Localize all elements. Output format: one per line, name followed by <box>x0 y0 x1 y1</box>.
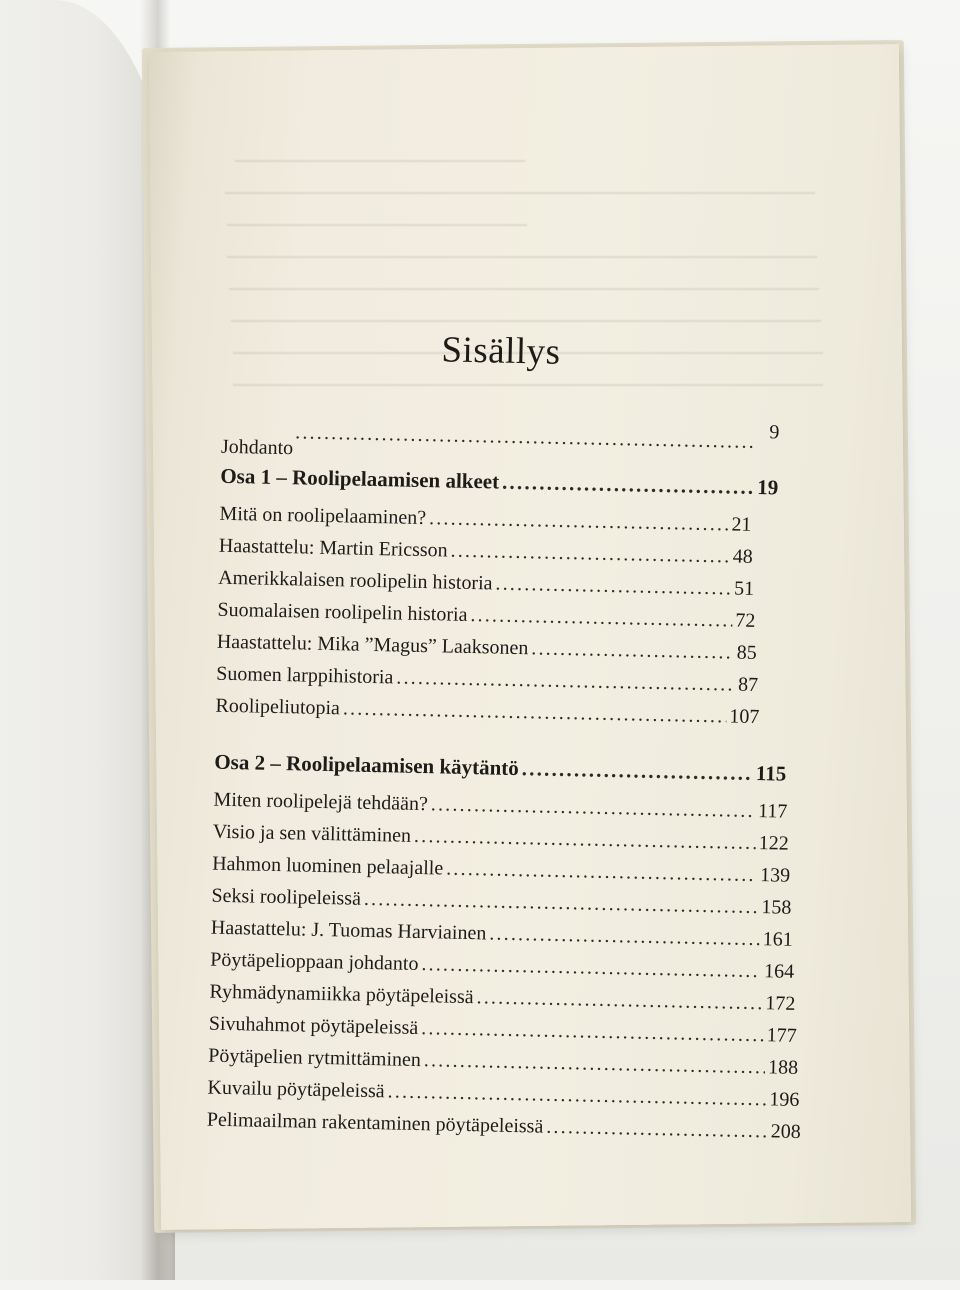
toc-page-number: 115 <box>755 761 787 786</box>
toc-row <box>209 1012 797 1048</box>
toc-entry-label: Kuvailu pöytäpeleissä <box>207 1076 385 1103</box>
toc-row-intro <box>221 412 780 474</box>
toc-entry-label: Haastattelu: J. Tuomas Harviainen <box>210 916 487 945</box>
toc-entry-label: Pöytäpelioppaan johdanto <box>209 948 419 975</box>
toc-page-number: 139 <box>759 864 791 887</box>
toc-row <box>212 852 790 888</box>
toc-row <box>211 884 791 920</box>
toc-page-number: 87 <box>737 673 759 697</box>
dot-leader <box>295 421 757 454</box>
dot-leader <box>489 921 760 951</box>
dot-leader <box>546 1115 768 1144</box>
toc-entry-label: Hahmon luominen pelaajalle <box>211 852 444 880</box>
toc-entry-label: Suomalaisen roolipelin historia <box>217 598 468 626</box>
dot-leader <box>421 1016 764 1047</box>
toc-row <box>217 630 757 665</box>
toc-page-number: 172 <box>765 992 796 1015</box>
toc-entry-label: Mitä on roolipelaaminen? <box>219 502 427 530</box>
toc-section-heading <box>214 750 786 786</box>
toc-row <box>208 1044 798 1080</box>
dot-leader <box>431 792 756 823</box>
toc-entry-label: Amerikkalaisen roolipelin historia <box>217 566 493 595</box>
toc-entry-label: Osa 1 – Roolipelaamisen alkeet <box>220 463 500 494</box>
toc-entry-label: Ryhmädynamiikka pöytäpeleissä <box>209 980 474 1009</box>
toc-page-number: 19 <box>756 474 779 500</box>
dot-leader <box>476 985 762 1015</box>
toc-entry-label: Osa 2 – Roolipelaamisen käytäntö <box>214 749 520 781</box>
toc-page-number: 188 <box>767 1056 799 1079</box>
toc-entry-label: Visio ja sen välittäminen <box>212 820 412 847</box>
dot-leader <box>502 470 755 499</box>
toc-page-number: 51 <box>733 577 755 600</box>
dot-leader <box>470 603 732 632</box>
dot-leader <box>429 506 729 536</box>
dot-leader <box>495 572 731 601</box>
toc-row <box>216 662 758 697</box>
toc-entry-label: Seksi roolipeleissä <box>211 884 362 910</box>
toc-entry-label: Johdanto <box>220 435 294 460</box>
page-title: Sisällys <box>441 329 561 373</box>
dot-leader <box>424 1048 766 1079</box>
toc-page-number: 161 <box>762 928 793 951</box>
toc-entry-label: Suomen larppihistoria <box>215 662 394 689</box>
dot-leader <box>531 636 734 664</box>
dot-leader <box>450 539 730 569</box>
toc-row <box>211 916 793 952</box>
toc-row <box>207 1076 799 1112</box>
toc-page-number: 48 <box>732 545 753 568</box>
toc-row <box>218 566 754 601</box>
toc-page-number: 85 <box>736 641 757 665</box>
dot-leader <box>522 756 754 785</box>
toc-page-number: 9 <box>769 421 780 444</box>
toc-row <box>210 948 794 984</box>
toc-entry-label: Sivuhahmot pöytäpeleissä <box>208 1012 419 1040</box>
toc-entry-label: Pöytäpelien rytmittäminen <box>207 1044 422 1072</box>
toc-row <box>213 820 789 856</box>
dot-leader <box>396 665 735 696</box>
dot-leader <box>343 696 727 728</box>
dot-leader <box>364 887 759 919</box>
dot-leader <box>414 824 756 855</box>
toc-row <box>213 788 787 824</box>
dot-leader <box>387 1079 766 1111</box>
toc-page-number: 107 <box>729 705 760 729</box>
toc-row <box>207 1108 801 1144</box>
toc-row <box>219 502 751 537</box>
toc-page-number: 208 <box>770 1120 801 1144</box>
toc-page-number: 117 <box>757 800 788 823</box>
toc-page-number: 72 <box>735 609 756 632</box>
toc-entry-label: Miten roolipelejä tehdään? <box>213 788 429 816</box>
toc-row <box>217 598 755 633</box>
dot-leader <box>421 952 761 983</box>
toc-page-number: 196 <box>769 1088 800 1112</box>
toc-page-number: 21 <box>731 513 752 536</box>
dot-leader <box>446 857 757 888</box>
toc-page-number: 164 <box>763 960 795 983</box>
toc-row <box>209 980 795 1016</box>
toc-page-number: 158 <box>761 896 792 919</box>
toc-page-number: 122 <box>758 832 789 855</box>
toc-row <box>219 534 753 569</box>
toc-entry-label: Haastattelu: Mika ”Magus” Laaksonen <box>216 630 529 660</box>
toc-entry-label: Haastattelu: Martin Ericsson <box>218 534 448 562</box>
toc-entry-label: Pelimaailman rakentaminen pöytäpeleissä <box>206 1108 544 1138</box>
toc-entry-label: Roolipeliutopia <box>215 694 341 720</box>
toc-page-number: 177 <box>766 1024 797 1047</box>
toc-row <box>215 694 759 729</box>
